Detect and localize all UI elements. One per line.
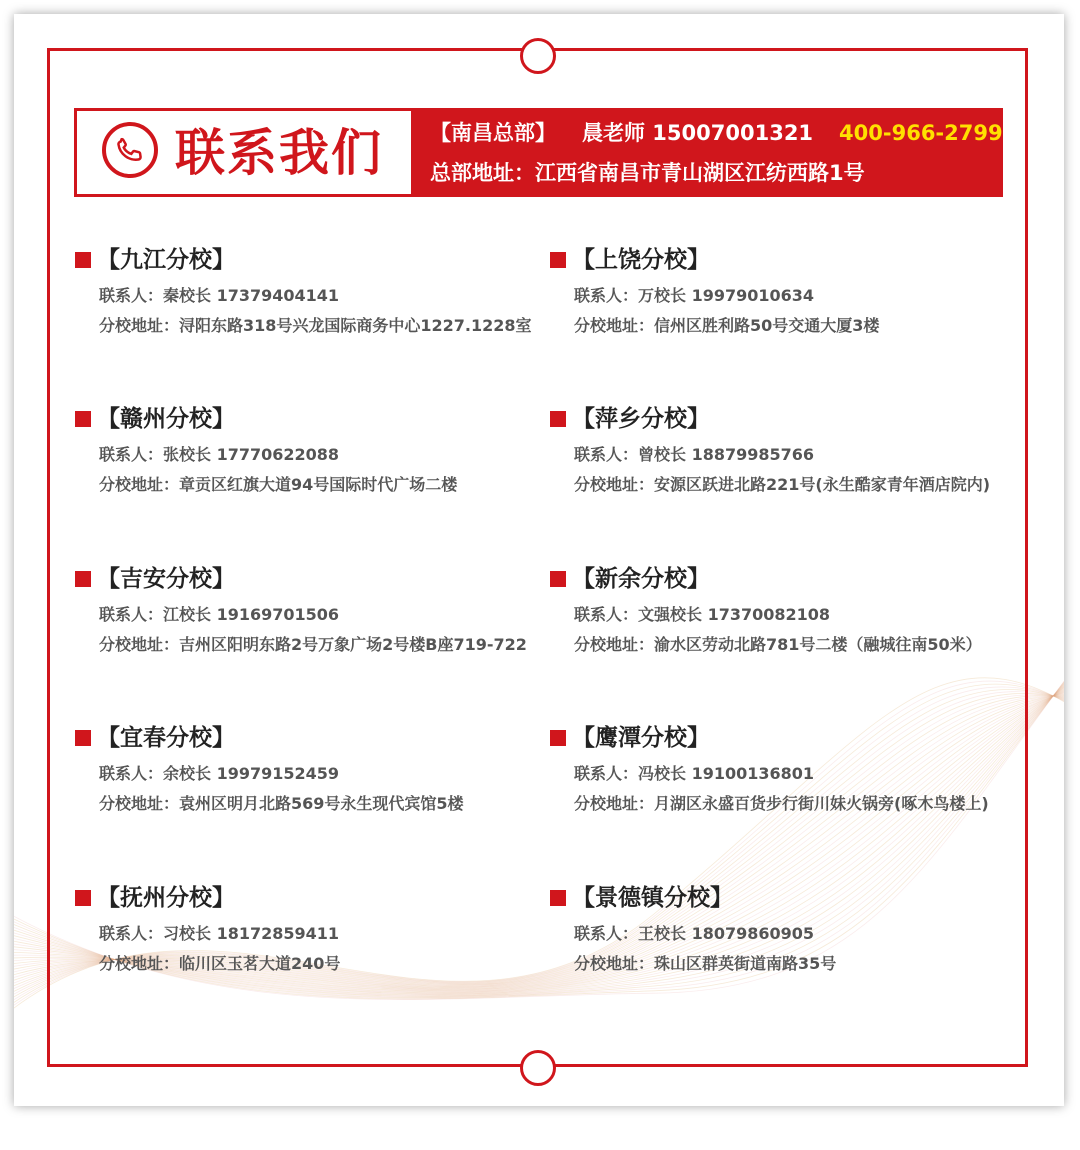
branch-jingdezhen bbox=[550, 881, 1020, 979]
branch-address: 分校地址：临川区玉茗大道240号 bbox=[99, 954, 341, 973]
branch-address: 分校地址：珠山区群英街道南路35号 bbox=[574, 954, 837, 973]
bullet-square bbox=[550, 571, 566, 587]
branch-contact: 联系人：曾校长 18879985766 bbox=[574, 445, 815, 464]
bullet-square bbox=[550, 890, 566, 906]
branch-ganzhou bbox=[75, 402, 545, 500]
branch-name: 【新余分校】 bbox=[572, 566, 710, 592]
branch-name: 【赣州分校】 bbox=[97, 406, 235, 432]
branch-address: 分校地址：吉州区阳明东路2号万象广场2号楼B座719-722 bbox=[99, 635, 527, 654]
branch-name: 【吉安分校】 bbox=[97, 566, 235, 592]
branch-xinyu bbox=[550, 562, 1020, 660]
branch-name: 【鹰潭分校】 bbox=[572, 725, 710, 751]
hq-contact: 晨老师 15007001321 bbox=[582, 121, 814, 145]
bullet-square bbox=[75, 730, 91, 746]
branch-address: 分校地址：袁州区明月北路569号永生现代宾馆5楼 bbox=[99, 794, 464, 813]
branch-contact: 联系人：王校长 18079860905 bbox=[574, 924, 815, 943]
bullet-square bbox=[550, 730, 566, 746]
branch-jiujiang bbox=[75, 243, 545, 341]
branch-jian bbox=[75, 562, 545, 660]
bottom-circle-ornament bbox=[520, 1050, 556, 1086]
branch-contact: 联系人：张校长 17770622088 bbox=[99, 445, 340, 464]
branch-name: 【萍乡分校】 bbox=[572, 406, 710, 432]
branch-yingtan bbox=[550, 721, 1020, 819]
bullet-square bbox=[75, 411, 91, 427]
phone-icon bbox=[102, 122, 158, 178]
hq-label: 【南昌总部】 bbox=[430, 121, 556, 145]
branch-contact: 联系人：秦校长 17379404141 bbox=[99, 286, 340, 305]
contact-card bbox=[14, 14, 1064, 1106]
branch-contact: 联系人：江校长 19169701506 bbox=[99, 605, 340, 624]
hq-contact-line bbox=[430, 118, 1003, 148]
branch-contact: 联系人：习校长 18172859411 bbox=[99, 924, 340, 943]
branch-contact: 联系人：余校长 19979152459 bbox=[99, 764, 340, 783]
branch-address: 分校地址：渝水区劳动北路781号二楼（融城往南50米） bbox=[574, 635, 982, 654]
bullet-square bbox=[75, 890, 91, 906]
bullet-square bbox=[550, 252, 566, 268]
branch-fuzhou bbox=[75, 881, 545, 979]
hotline-number: 400-966-2799 bbox=[839, 121, 1003, 145]
title-box bbox=[77, 111, 411, 194]
top-circle-ornament bbox=[520, 38, 556, 74]
bullet-square bbox=[550, 411, 566, 427]
branch-contact: 联系人：文强校长 17370082108 bbox=[574, 605, 831, 624]
hq-address: 总部地址：江西省南昌市青山湖区江纺西路1号 bbox=[430, 161, 865, 185]
branch-address: 分校地址：浔阳东路318号兴龙国际商务中心1227.1228室 bbox=[99, 316, 532, 335]
bullet-square bbox=[75, 252, 91, 268]
branch-contact: 联系人：冯校长 19100136801 bbox=[574, 764, 815, 783]
branch-address: 分校地址：章贡区红旗大道94号国际时代广场二楼 bbox=[99, 475, 458, 494]
branch-yichun bbox=[75, 721, 545, 819]
branch-name: 【宜春分校】 bbox=[97, 725, 235, 751]
branch-address: 分校地址：月湖区永盛百货步行街川妹火锅旁(啄木鸟楼上) bbox=[574, 794, 989, 813]
bullet-square bbox=[75, 571, 91, 587]
branch-name: 【抚州分校】 bbox=[97, 885, 235, 911]
branch-address: 分校地址：安源区跃进北路221号(永生酷家青年酒店院内) bbox=[574, 475, 991, 494]
branch-shangrao bbox=[550, 243, 1020, 341]
branch-name: 【上饶分校】 bbox=[572, 247, 710, 273]
branch-address: 分校地址：信州区胜利路50号交通大厦3楼 bbox=[574, 316, 880, 335]
branch-pingxiang bbox=[550, 402, 1020, 500]
contact-header bbox=[74, 108, 1003, 197]
branch-name: 【九江分校】 bbox=[97, 247, 235, 273]
branch-name: 【景德镇分校】 bbox=[572, 885, 733, 911]
branch-contact: 联系人：万校长 19979010634 bbox=[574, 286, 815, 305]
page-title: 联系我们 bbox=[175, 124, 383, 182]
